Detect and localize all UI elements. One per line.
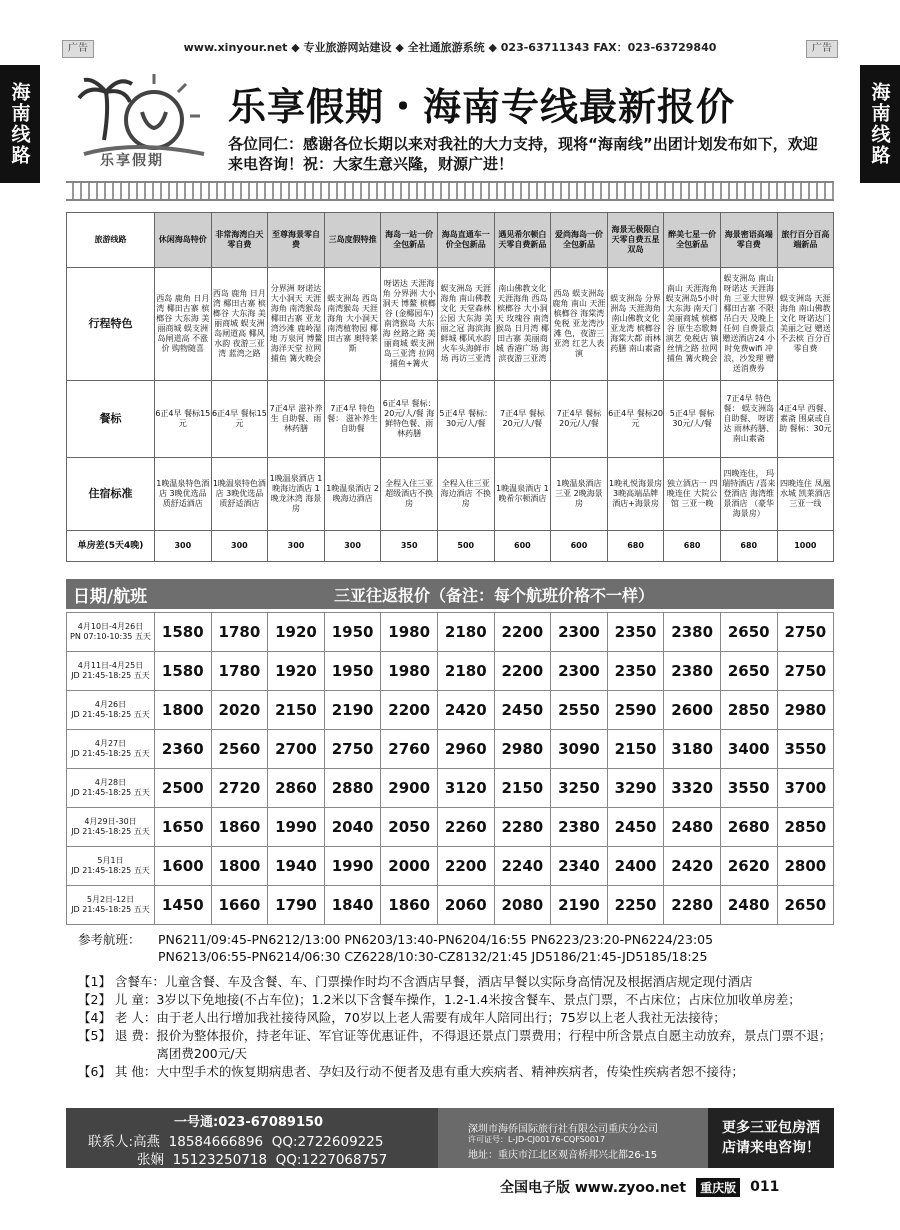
date-flight-cell <box>67 769 155 808</box>
price-cell: 1800 <box>211 847 268 886</box>
price-cell: 2150 <box>494 769 551 808</box>
note-key: 【1】 含餐车： <box>78 974 165 989</box>
contact-1 <box>88 1130 383 1150</box>
price-cell: 1780 <box>211 613 268 652</box>
product-features: 西岛 鹿角 日月湾 椰田古寨 槟榔谷 大东海 美丽商城 蜈支洲岛闸道高 椰风水韵 夜游三亚湾 蓝湾之路 <box>211 268 268 381</box>
license-number: 许可证号：L-JD-CJ00176-CQFS0017 <box>468 1135 606 1144</box>
price-cell: 1990 <box>324 847 381 886</box>
product-features: 蜈支洲岛 西岛 南湾猴岛 天涯海角 大小洞天 南湾植物园 椰田古寨 奥特莱斯 <box>324 268 381 381</box>
price-cell: 2050 <box>381 808 438 847</box>
date-flight-cell <box>67 691 155 730</box>
company-name: 深圳市海侨国际旅行社有限公司重庆分公司 <box>468 1124 658 1135</box>
product-hotel: 四晚连住 凤凰水城 凯莱酒店 三亚一线 <box>777 458 834 531</box>
contact-1-phone: 18584666896 <box>168 1134 264 1150</box>
product-name: 醉美七星一价全包新品 <box>664 213 721 268</box>
price-cell: 1940 <box>268 847 325 886</box>
price-cell: 3290 <box>607 769 664 808</box>
price-cell: 2240 <box>494 847 551 886</box>
note-key: 【6】 其 他： <box>78 1064 157 1079</box>
product-name: 海岛一站一价全包新品 <box>381 213 438 268</box>
price-cell: 2650 <box>720 652 777 691</box>
product-features: 南山 天涯海角 蜈支洲岛5小时 大东海 南天门 美丽商城 槟榔谷 原生态歌舞 演艺 免税店 镇丝情之路 拉网捕鱼 篝火晚会 <box>664 268 721 381</box>
product-meals: 7正4早 餐标 20元/人/餐 <box>494 381 551 458</box>
product-meals: 5正4早 餐标： 30元/人/餐 <box>437 381 494 458</box>
product-features: 南山佛教文化 天涯海角 西岛 槟榔谷 大小洞天 玫瑰谷 南湾猴岛 日月湾 椰田古寨 美丽商城 香港广场 海滨夜游三亚湾 <box>494 268 551 381</box>
price-cell: 2600 <box>664 691 721 730</box>
product-features: 蜈支洲岛 分界洲岛 天涯海角 南山佛教文化 亚龙湾 槟榔谷 海棠大都 雨林药膳 南山素斋 <box>607 268 664 381</box>
price-cell: 2550 <box>551 691 608 730</box>
date-text: 4月10日-4月26日 <box>77 622 144 631</box>
price-cell: 1790 <box>268 886 325 925</box>
row-label: 单房差(5天4晚) <box>67 531 155 562</box>
flight-text: JD 21:45-18:25 五天 <box>71 710 150 719</box>
price-cell: 1980 <box>381 652 438 691</box>
price-cell: 1840 <box>324 886 381 925</box>
contact-label: 联系人: <box>88 1134 134 1150</box>
product-hotel: 1晚礼悦海景房 3晚高端品牌 酒店+海景房 <box>607 458 664 531</box>
product-row <box>67 458 834 531</box>
price-cell: 3700 <box>777 769 834 808</box>
decorative-border <box>66 181 834 201</box>
price-row <box>67 886 834 925</box>
price-cell: 2980 <box>777 691 834 730</box>
price-cell: 3550 <box>777 730 834 769</box>
price-row <box>67 730 834 769</box>
notes-list <box>78 973 838 1081</box>
price-cell: 2450 <box>494 691 551 730</box>
date-flight-cell <box>67 652 155 691</box>
price-cell: 2560 <box>211 730 268 769</box>
price-cell: 1580 <box>155 652 212 691</box>
product-row <box>67 213 834 268</box>
footer-contact <box>66 1108 834 1168</box>
company-address: 地址：重庆市江北区观音桥邦兴北都26-15 <box>468 1150 658 1161</box>
product-hotel: 1晚温泉特色酒店 3晚优选品质舒适酒店 <box>211 458 268 531</box>
price-cell: 3320 <box>664 769 721 808</box>
note-item <box>78 973 838 991</box>
price-cell: 2420 <box>437 691 494 730</box>
price-cell: 2880 <box>324 769 381 808</box>
ad-tag-left: 广告 <box>62 40 94 58</box>
price-cell: 2450 <box>607 808 664 847</box>
note-item <box>78 1063 838 1081</box>
contact-2 <box>137 1148 387 1168</box>
product-meals: 7正4早 特色餐： 蜈支洲岛 自助餐、 呀诺达 雨林药膳、 南山素斋 <box>720 381 777 458</box>
price-cell: 3250 <box>551 769 608 808</box>
price-cell: 2960 <box>437 730 494 769</box>
contact-1-qq: QQ:2722609225 <box>271 1134 384 1150</box>
product-features: 呀诺达 天涯海角 分界洲 大小洞天 博鳌 槟榔谷 (金椰园车) 南湾猴岛 大东海 丝路之路 美丽商城 蜈支洲岛三亚湾 拉网捕鱼+篝火 <box>381 268 438 381</box>
price-cell: 2200 <box>437 847 494 886</box>
hotline: 一号通:023-67089150 <box>174 1115 324 1130</box>
price-cell: 1600 <box>155 847 212 886</box>
product-hotel: 1晚温泉酒店 1晚海边酒店 1晚龙沐湾 海景房 <box>268 458 325 531</box>
date-flight-cell <box>67 847 155 886</box>
dates-header-title: 三亚往返报价（备注：每个航班价格不一样） <box>333 585 654 605</box>
date-text: 5月2日-12日 <box>86 895 135 904</box>
product-single-supplement: 600 <box>551 531 608 562</box>
product-row <box>67 381 834 458</box>
product-meals: 5正4早 餐标 30元/人/餐 <box>664 381 721 458</box>
price-cell: 2980 <box>494 730 551 769</box>
product-name: 海景无极限白天零自费五星双岛 <box>607 213 664 268</box>
page-number: 011 <box>750 1179 780 1195</box>
note-item <box>78 991 838 1009</box>
product-features: 蜈支洲岛 天涯海角 南山佛教文化 天堂森林公园 大东海 美丽之冠 海滨海鲜城 椰风水韵 火车头海鲜市场 再访三亚湾 <box>437 268 494 381</box>
price-cell: 1920 <box>268 652 325 691</box>
price-cell: 2500 <box>155 769 212 808</box>
note-key: 【2】 儿 童： <box>78 992 157 1007</box>
product-meals: 6正4早 餐标： 20元/人/餐 海鲜特色餐、雨林药膳 <box>381 381 438 458</box>
product-name: 非常海湾白天零自费 <box>211 213 268 268</box>
contact-2-phone: 15123250718 <box>172 1152 268 1168</box>
price-cell: 3400 <box>720 730 777 769</box>
price-cell: 2040 <box>324 808 381 847</box>
flight-text: JD 21:45-18:25 五天 <box>71 749 150 758</box>
price-cell: 2650 <box>777 886 834 925</box>
price-cell: 1580 <box>155 613 212 652</box>
price-cell: 2480 <box>664 808 721 847</box>
price-cell: 2750 <box>777 613 834 652</box>
price-cell: 2380 <box>551 808 608 847</box>
flight-text: JD 21:45-18:25 五天 <box>71 866 150 875</box>
price-cell: 3120 <box>437 769 494 808</box>
price-cell: 2180 <box>437 652 494 691</box>
product-meals: 6正4早 餐标15元 <box>155 381 212 458</box>
date-text: 4月11日-4月25日 <box>77 661 144 670</box>
price-cell: 1650 <box>155 808 212 847</box>
product-hotel: 全程入住三亚海边酒店 不换房 <box>437 458 494 531</box>
product-single-supplement: 500 <box>437 531 494 562</box>
price-cell: 2060 <box>437 886 494 925</box>
product-meals: 7正4早 餐标 20元/人/餐 <box>551 381 608 458</box>
price-cell: 2620 <box>720 847 777 886</box>
bottom-edition <box>500 1176 779 1198</box>
note-text: 3岁以下免地接(不占车位)；1.2米以下含餐车操作，1.2-1.4米按含餐车、景点门票，不占床位；占床位加收单房差； <box>156 992 801 1007</box>
row-label: 行程特色 <box>67 268 155 381</box>
price-cell: 2380 <box>664 652 721 691</box>
flight-text: JD 21:45-18:25 五天 <box>71 788 150 797</box>
flights-line-1: PN6211/09:45-PN6212/13:00 PN6203/13:40-PN6204/16:55 PN6223/23:20-PN6224/23:05 <box>158 932 714 947</box>
price-cell: 2200 <box>381 691 438 730</box>
price-cell: 2720 <box>211 769 268 808</box>
product-single-supplement: 1000 <box>777 531 834 562</box>
product-hotel: 1晚温泉酒店 三亚 2晚海景房 <box>551 458 608 531</box>
price-cell: 2400 <box>607 847 664 886</box>
logo-text: 乐享假期 <box>100 153 164 169</box>
product-name: 遇见希尔顿白天零自费新品 <box>494 213 551 268</box>
product-features: 西岛 鹿角 日月湾 椰田古寨 槟榔谷 大东海 美丽商城 蜈支洲岛闸道高 不涨价 购物随喜 <box>155 268 212 381</box>
price-cell: 1450 <box>155 886 212 925</box>
product-single-supplement: 600 <box>494 531 551 562</box>
price-cell: 2280 <box>494 808 551 847</box>
greeting: 各位同仁：感谢各位长期以来对我社的大力支持，现将“海南线”出团计划发布如下，欢迎来电咨询！祝：大家生意兴隆，财源广进！ <box>228 135 818 173</box>
product-hotel: 1晚温泉酒店 2晚海边酒店 <box>324 458 381 531</box>
price-row <box>67 613 834 652</box>
price-cell: 2340 <box>551 847 608 886</box>
price-cell: 2900 <box>381 769 438 808</box>
product-single-supplement: 680 <box>720 531 777 562</box>
reference-flights <box>78 931 838 965</box>
flight-text: JD 21:45-18:25 五天 <box>71 671 150 680</box>
note-key: 【4】 老 人： <box>78 1010 157 1025</box>
city-badge: 重庆版 <box>696 1178 740 1197</box>
date-text: 4月26日 <box>94 700 127 709</box>
product-name: 海景密语高端零自费 <box>720 213 777 268</box>
price-row <box>67 769 834 808</box>
side-tab-left: 海南线路 <box>0 65 40 183</box>
price-row <box>67 847 834 886</box>
side-tab-right: 海南线路 <box>860 65 900 183</box>
product-name: 三岛度假特推 <box>324 213 381 268</box>
product-meals: 4正4早 西餐、素斋 围桌或自助 餐标：30元 <box>777 381 834 458</box>
price-cell: 2680 <box>720 808 777 847</box>
product-name: 海岛直通车一价全包新品 <box>437 213 494 268</box>
page-title: 乐享假期・海南专线最新报价 <box>228 85 736 129</box>
price-cell: 2350 <box>607 652 664 691</box>
product-hotel: 1晚温泉特色酒店 3晚优选品质舒适酒店 <box>155 458 212 531</box>
price-cell: 2860 <box>268 769 325 808</box>
price-cell: 2280 <box>664 886 721 925</box>
price-cell: 2190 <box>551 886 608 925</box>
note-item <box>78 1027 838 1063</box>
price-cell: 2260 <box>437 808 494 847</box>
price-cell: 2200 <box>494 613 551 652</box>
contact-2-name: 张娴 <box>137 1152 164 1168</box>
product-name: 休闲海岛特价 <box>155 213 212 268</box>
price-cell: 2360 <box>155 730 212 769</box>
row-label: 旅游线路 <box>67 213 155 268</box>
price-cell: 2200 <box>494 652 551 691</box>
price-cell: 1860 <box>211 808 268 847</box>
price-cell: 2180 <box>437 613 494 652</box>
product-hotel: 四晚连住， 玛瑞特酒店 /喜来登酒店 海湾维景酒店 （豪华海景房） <box>720 458 777 531</box>
top-contact-bar: www.xinyour.net ◆ 专业旅游网站建设 ◆ 全社通旅游系统 ◆ 023-63711343 FAX：023-63729840 <box>183 41 717 54</box>
note-text: 由于老人出行增加我社接待风险，70岁以上老人需要有成年人陪同出行；75岁以上老人我社无法接待； <box>156 1010 726 1025</box>
product-features: 蜈支洲岛 南山 呀诺达 天涯海角 三亚大世界 椰田古寨 不限吊白天 及晚上任何 自费景点 赠送酒店24 小时免费wifi 冲浪，沙发理 赠送消费券 <box>720 268 777 381</box>
price-row <box>67 808 834 847</box>
date-text: 5月1日 <box>97 856 124 865</box>
price-table <box>66 612 834 925</box>
price-cell: 3180 <box>664 730 721 769</box>
price-cell: 1800 <box>155 691 212 730</box>
flights-label: 参考航班： <box>78 932 141 947</box>
row-label: 住宿标准 <box>67 458 155 531</box>
price-cell: 1980 <box>381 613 438 652</box>
price-cell: 2300 <box>551 652 608 691</box>
price-cell: 1990 <box>268 808 325 847</box>
product-features: 西岛 蜈支洲岛 鹿角 南山 天涯 槟榔谷 海棠湾免税 亚龙湾沙滩 色，夜游三亚湾 红艺人表演 <box>551 268 608 381</box>
price-cell: 2650 <box>720 613 777 652</box>
price-cell: 2760 <box>381 730 438 769</box>
flight-text: JD 21:45-18:25 五天 <box>71 827 150 836</box>
price-cell: 2380 <box>664 613 721 652</box>
price-cell: 3090 <box>551 730 608 769</box>
product-meals: 7正4早 特色餐： 滋补养生 自助餐 <box>324 381 381 458</box>
dates-header-label: 日期/航班 <box>72 586 148 607</box>
price-cell: 2590 <box>607 691 664 730</box>
price-cell: 2250 <box>607 886 664 925</box>
price-cell: 1660 <box>211 886 268 925</box>
edition-label: 全国电子版 www.zyoo.net <box>500 1180 687 1196</box>
date-flight-cell <box>67 808 155 847</box>
product-meals: 6正4早 餐标20元 <box>607 381 664 458</box>
price-cell: 1920 <box>268 613 325 652</box>
price-cell: 2700 <box>268 730 325 769</box>
date-text: 4月28日 <box>94 778 127 787</box>
date-flight-cell <box>67 730 155 769</box>
product-single-supplement: 680 <box>664 531 721 562</box>
price-cell: 2300 <box>551 613 608 652</box>
product-features: 蜈支洲岛 天涯海角 南山佛教文化 呀诺达门 美丽之冠 赠送不去槟 百分百零自费 <box>777 268 834 381</box>
price-cell: 1780 <box>211 652 268 691</box>
product-row <box>67 531 834 562</box>
product-single-supplement: 300 <box>268 531 325 562</box>
note-key: 【5】 退 费： <box>78 1028 157 1043</box>
product-name: 至尊海景零自费 <box>268 213 325 268</box>
price-cell: 2850 <box>777 808 834 847</box>
product-table <box>66 212 834 562</box>
note-item <box>78 1009 838 1027</box>
product-name: 旅行百分百高端新品 <box>777 213 834 268</box>
product-row <box>67 268 834 381</box>
product-name: 爱尚海岛一价全包新品 <box>551 213 608 268</box>
note-text: 儿童含餐、车及含餐、车、门票操作时均不含酒店早餐，酒店早餐以实际身高情况及根据酒店规定现付酒店 <box>164 974 753 989</box>
price-cell: 2150 <box>268 691 325 730</box>
price-cell: 3550 <box>720 769 777 808</box>
promo-line-2: 店请来电咨询！ <box>722 1140 820 1156</box>
date-flight-cell <box>67 886 155 925</box>
price-cell: 2150 <box>607 730 664 769</box>
product-hotel: 1晚温泉酒店 1晚希尔顿酒店 <box>494 458 551 531</box>
product-hotel: 独立酒店一 四晚连住 大院公馆 三亚一晚 <box>664 458 721 531</box>
flight-text: JD 21:45-18:25 五天 <box>71 905 150 914</box>
product-meals: 6正4早 餐标15元 <box>211 381 268 458</box>
price-cell: 2750 <box>777 652 834 691</box>
product-single-supplement: 300 <box>324 531 381 562</box>
price-cell: 1950 <box>324 652 381 691</box>
product-single-supplement: 350 <box>381 531 438 562</box>
note-text: 报价为整体报价，持老年证、军官证等优惠证件，不得退还景点门票费用；行程中所含景点自愿主动放弃，景点门票不退； 离团费200元/天 <box>156 1028 832 1061</box>
price-cell: 2850 <box>720 691 777 730</box>
price-cell: 2480 <box>720 886 777 925</box>
price-cell: 2350 <box>607 613 664 652</box>
promo-line-1: 更多三亚包房酒 <box>722 1120 820 1136</box>
product-features: 分界洲 呀诺达 大小洞天 天涯海角 南湾猴岛 椰田古寨 亚龙湾沙滩 鹿岭湿地 万泉河 博鳌 海洋天堂 拉网捕鱼 篝火晚会 <box>268 268 325 381</box>
price-row <box>67 652 834 691</box>
contact-1-name: 高燕 <box>133 1134 161 1150</box>
note-text: 大中型手术的恢复期病患者、孕妇及行动不便者及患有重大疾病者、精神疾病者，传染性疾病者恕不接待； <box>156 1064 744 1079</box>
product-single-supplement: 680 <box>607 531 664 562</box>
product-single-supplement: 300 <box>211 531 268 562</box>
price-cell: 2020 <box>211 691 268 730</box>
flights-line-2: PN6213/06:55-PN6214/06:30 CZ6228/10:30-CZ8132/21:45 JD5186/21:45-JD5185/18:25 <box>158 949 708 964</box>
price-cell: 2080 <box>494 886 551 925</box>
ad-tag-right: 广告 <box>806 40 838 58</box>
product-single-supplement: 300 <box>155 531 212 562</box>
date-text: 4月27日 <box>94 739 127 748</box>
product-hotel: 全程入住三亚超级酒店不换房 <box>381 458 438 531</box>
contact-2-qq: QQ:1227068757 <box>275 1152 388 1168</box>
price-cell: 2800 <box>777 847 834 886</box>
price-row <box>67 691 834 730</box>
date-flight-cell <box>67 613 155 652</box>
price-cell: 2750 <box>324 730 381 769</box>
price-cell: 2420 <box>664 847 721 886</box>
product-meals: 7正4早 滋补养生 自助餐、雨林药膳 <box>268 381 325 458</box>
price-cell: 2000 <box>381 847 438 886</box>
price-cell: 1860 <box>381 886 438 925</box>
price-cell: 1950 <box>324 613 381 652</box>
dates-header-bar <box>66 579 834 609</box>
flight-text: PN 07:10-10:35 五天 <box>70 632 151 641</box>
price-cell: 2190 <box>324 691 381 730</box>
date-text: 4月29日-30日 <box>84 817 137 826</box>
row-label: 餐标 <box>67 381 155 458</box>
